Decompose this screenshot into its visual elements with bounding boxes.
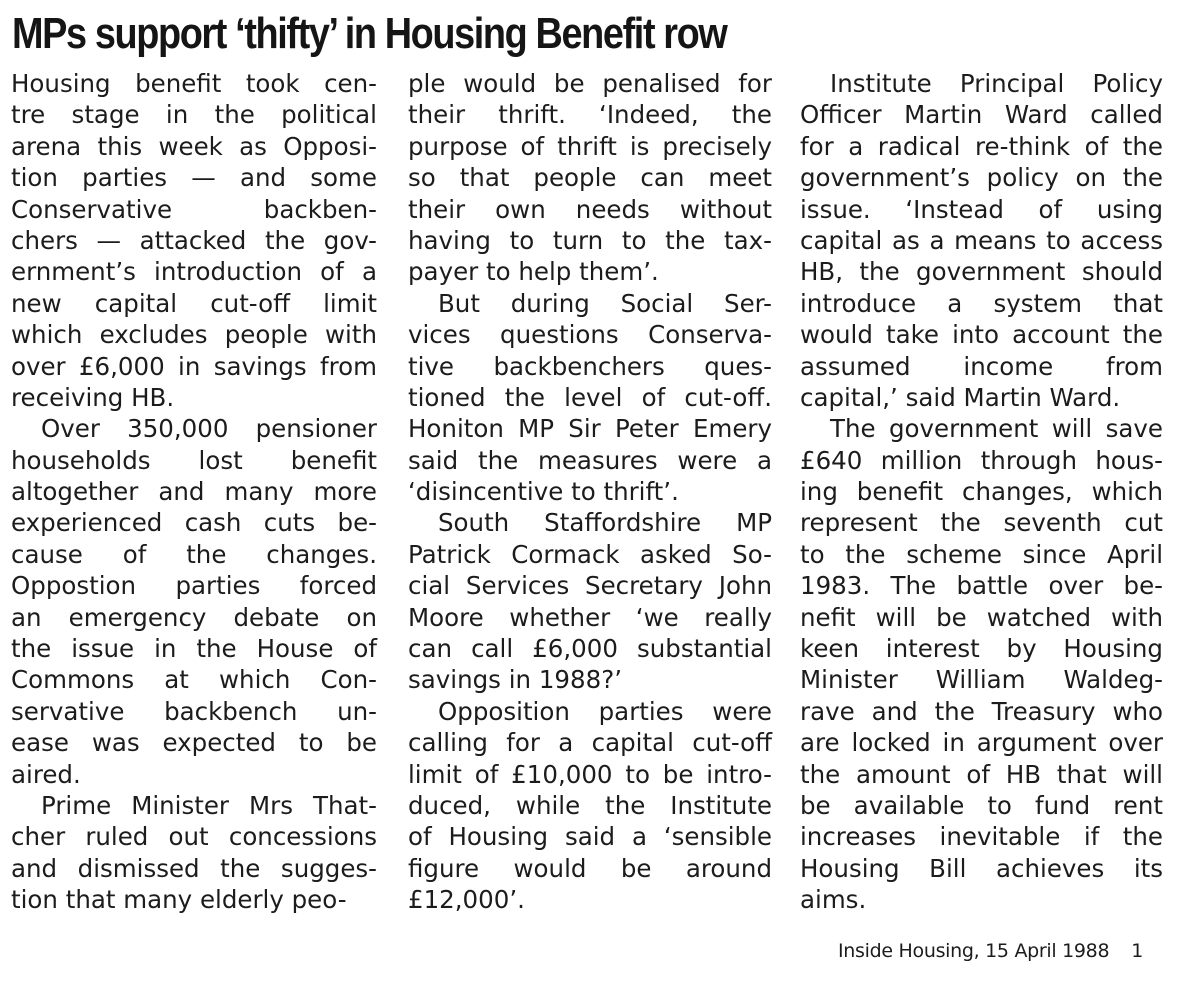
text-line: Patrick Cormack asked So- — [408, 539, 772, 569]
text-line: experienced cash cuts be- — [11, 508, 377, 538]
text-line: chers — attacked the gov- — [11, 225, 377, 255]
text-line: 1983. The battle over be- — [800, 571, 1163, 601]
article-paragraph — [408, 696, 772, 916]
text-line: would take into account the — [800, 320, 1163, 350]
text-line: issue. ‘Instead of using — [800, 194, 1163, 224]
text-line: the amount of HB that will — [800, 759, 1163, 789]
text-line: limit of £10,000 to be intro- — [408, 759, 772, 789]
text-line: £12,000’. — [408, 885, 525, 915]
article-paragraph — [800, 68, 1163, 413]
text-line: altogether and many more — [11, 477, 377, 507]
text-line: ease was expected to be — [11, 728, 377, 758]
text-line: calling for a capital cut-off — [408, 728, 772, 758]
text-line: introduce a system that — [800, 288, 1163, 318]
text-line: tive backbenchers ques- — [408, 351, 772, 381]
text-line: represent the seventh cut — [800, 508, 1163, 538]
article-paragraph — [408, 68, 772, 288]
text-line: ‘disincentive to thrift’. — [408, 477, 679, 507]
text-line: tion parties — and some — [11, 163, 377, 193]
text-line: ple would be penalised for — [408, 69, 772, 98]
article-column-3 — [800, 68, 1163, 916]
page-number: 1 — [1131, 940, 1144, 962]
text-line: duced, while the Institute — [408, 790, 772, 820]
text-line: their thrift. ‘Indeed, the — [408, 100, 772, 130]
text-line: cause of the changes. — [11, 539, 377, 569]
text-line: aired. — [11, 759, 81, 789]
text-line: be available to fund rent — [800, 790, 1163, 820]
text-line: tioned the level of cut-off. — [408, 382, 772, 412]
text-line: Housing benefit took cen- — [11, 69, 377, 98]
text-line: households lost benefit — [11, 445, 377, 475]
text-line: Institute Principal Policy — [830, 69, 1163, 98]
text-line: The government will save — [830, 414, 1163, 444]
text-line: nefit will be watched with — [800, 602, 1163, 632]
text-line: cher ruled out concessions — [11, 822, 377, 852]
text-line: which excludes people with — [11, 320, 377, 350]
text-line: Officer Martin Ward called — [800, 100, 1163, 130]
text-line: for a radical re-think of the — [800, 131, 1163, 161]
text-line: But during Social Ser- — [438, 288, 772, 318]
text-line: Moore whether ‘we really — [408, 602, 772, 632]
text-line: Housing Bill achieves its — [800, 853, 1163, 883]
text-line: tre stage in the political — [11, 100, 377, 130]
text-line: arena this week as Opposi- — [11, 131, 377, 161]
text-line: Honiton MP Sir Peter Emery — [408, 414, 772, 444]
text-line: are locked in argument over — [800, 728, 1163, 758]
text-line: HB, the government should — [800, 257, 1163, 287]
article-paragraph — [408, 288, 772, 508]
text-line: rave and the Treasury who — [800, 696, 1163, 726]
text-line: Oppostion parties forced — [11, 571, 377, 601]
article-paragraph — [11, 790, 377, 916]
text-line: Opposition parties were — [438, 696, 772, 726]
text-line: purpose of thrift is precisely — [408, 131, 772, 161]
text-line: their own needs without — [408, 194, 772, 224]
text-line: an emergency debate on — [11, 602, 377, 632]
text-line: keen interest by Housing — [800, 634, 1163, 664]
text-line: of Housing said a ‘sensible — [408, 822, 772, 852]
text-line: new capital cut-off limit — [11, 288, 377, 318]
text-line: and dismissed the sugges- — [11, 853, 377, 883]
text-line: savings in 1988?’ — [408, 665, 622, 695]
text-line: assumed income from — [800, 351, 1163, 381]
text-line: having to turn to the tax- — [408, 225, 772, 255]
text-line: can call £6,000 substantial — [408, 634, 772, 664]
text-line: government’s policy on the — [800, 163, 1163, 193]
article-paragraph — [800, 413, 1163, 915]
text-line: Commons at which Con- — [11, 665, 377, 695]
text-line: servative backbench un- — [11, 696, 377, 726]
text-line: to the scheme since April — [800, 539, 1163, 569]
article-paragraph — [11, 413, 377, 790]
text-line: payer to help them’. — [408, 257, 659, 287]
text-line: capital,’ said Martin Ward. — [800, 382, 1121, 412]
text-line: the issue in the House of — [11, 634, 377, 664]
text-line: receiving HB. — [11, 382, 175, 412]
text-line: ing benefit changes, which — [800, 477, 1163, 507]
text-line: ernment’s introduction of a — [11, 257, 377, 287]
article-column-2 — [408, 68, 772, 916]
text-line: figure would be around — [408, 853, 772, 883]
article-column-1 — [11, 68, 377, 916]
text-line: tion that many elderly peo- — [11, 885, 347, 915]
text-line: South Staffordshire MP — [438, 508, 772, 538]
text-line: aims. — [800, 885, 867, 915]
text-line: capital as a means to access — [800, 225, 1163, 255]
article-paragraph — [11, 68, 377, 413]
text-line: cial Services Secretary John — [408, 571, 772, 601]
text-line: £640 million through hous- — [800, 445, 1163, 475]
text-line: Prime Minister Mrs That- — [41, 790, 377, 820]
text-line: increases inevitable if the — [800, 822, 1163, 852]
headline: MPs support ‘thifty’ in Housing Benefit row — [12, 9, 727, 58]
text-line: Over 350,000 pensioner — [41, 414, 377, 444]
page-footer — [838, 940, 1143, 962]
text-line: over £6,000 in savings from — [11, 351, 377, 381]
text-line: vices questions Conserva- — [408, 320, 772, 350]
article-paragraph — [408, 507, 772, 695]
publication-credit: Inside Housing, 15 April 1988 — [838, 940, 1110, 962]
text-line: said the measures were a — [408, 445, 772, 475]
text-line: so that people can meet — [408, 163, 772, 193]
text-line: Conservative backben- — [11, 194, 377, 224]
text-line: Minister William Waldeg- — [800, 665, 1163, 695]
